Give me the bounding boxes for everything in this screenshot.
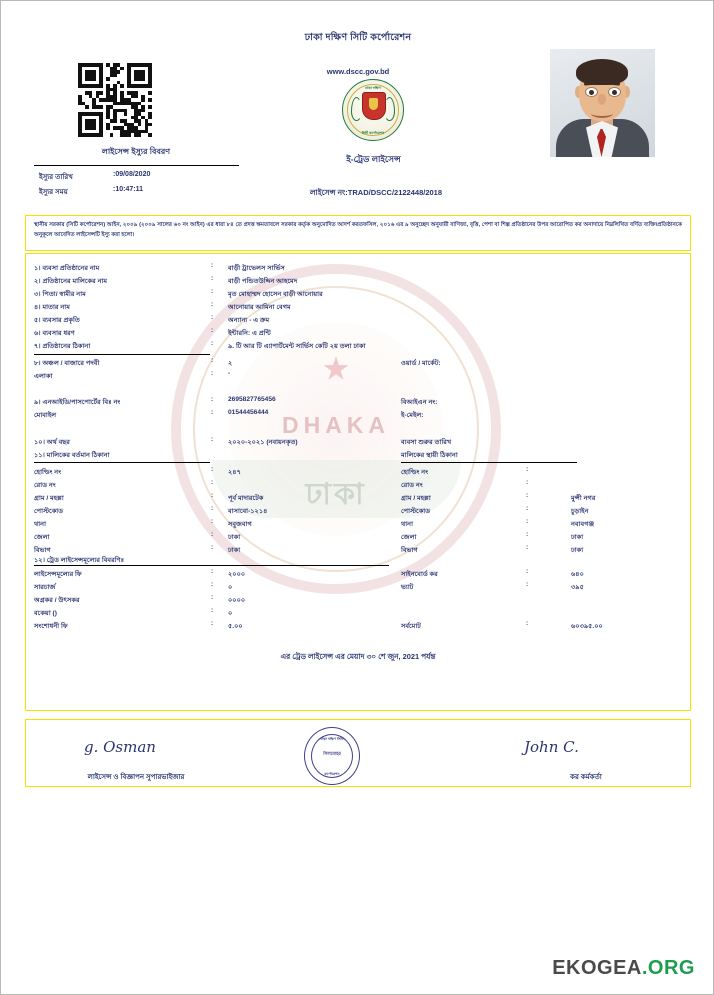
permanent-address-label-4: থানা	[401, 521, 414, 528]
permanent-address-colon-1: :	[526, 479, 529, 486]
issue-details-list	[39, 171, 249, 201]
present-address-label-2: গ্রাম / মহল্লা	[34, 495, 64, 502]
fee-label-4: সংশোধনী ফি	[34, 623, 68, 630]
fee-right-colon-4: :	[526, 620, 529, 627]
field-nid-colon: :	[211, 396, 214, 403]
permanent-address-value-2: মুন্সী নগর	[571, 495, 596, 502]
dhaka-watermark	[171, 264, 501, 594]
present-address-label-5: জেলা	[34, 534, 50, 541]
field-2-label: ২। প্রতিষ্ঠানের মালিকের নাম	[34, 278, 108, 285]
field-nid-label: ৯। এনআইডি/পাসপোর্টের বিঃ নং	[34, 399, 121, 406]
brand-main: EKOGEA	[552, 957, 642, 979]
official-stamp-icon	[304, 727, 360, 785]
issue-date-value: :09/08/2020	[113, 171, 151, 178]
field-5-value: অন্যান্য - এ ক্রম	[228, 317, 270, 324]
fee-value-4: ৫.০০	[228, 623, 243, 630]
present-address-value-4: সবুজবাগ	[228, 521, 252, 528]
present-address-colon-5: :	[211, 531, 214, 538]
issue-time-label: ইস্যুর সময়	[39, 189, 68, 196]
present-address-label-0: হোল্ডিং নং	[34, 469, 62, 476]
field-4-label: ৪। মাতার নাম	[34, 304, 70, 311]
permanent-address-colon-4: :	[526, 518, 529, 525]
tax-officer-signature: John C.	[524, 738, 579, 756]
present-address-label-6: বিভাগ	[34, 547, 51, 554]
field-7-value: ৯. টি আর টি এ্যাপার্টমেন্ট সার্ভিস কেটি ২য় তলা ঢাকা	[228, 343, 366, 350]
field-email-label: ই-মেইল:	[401, 412, 424, 419]
present-address-value-2: পূর্ব মাদারটেক	[228, 495, 264, 502]
fee-right-value-4: ৬০৩৯৫.০০	[571, 623, 603, 630]
present-address-value-6: ঢাকা	[228, 547, 241, 554]
field-3-label: ৩। পিতা/ স্বামীর নাম	[34, 291, 86, 298]
field-8-sub-value: -	[228, 370, 231, 377]
fee-colon-2: :	[211, 594, 214, 601]
photo-eye-left	[585, 87, 598, 97]
permanent-address-label-5: জেলা	[401, 534, 417, 541]
field-nid-value: 2695827765456	[228, 396, 276, 403]
field-8-value: ২	[228, 360, 233, 367]
permanent-address-value-3: চুড়াইন	[571, 508, 589, 515]
present-address-value-0: ২৪৭	[228, 469, 241, 476]
website-url: www.dscc.gov.bd	[326, 67, 390, 76]
field-fiscal-year-value: ২০২০-২০২১ (নবায়নকৃত)	[228, 439, 298, 446]
field-permanent-address-label: মালিকের স্থায়ী ঠিকানা	[401, 452, 458, 459]
fee-right-label-0: সাইনবোর্ড কর	[401, 571, 438, 578]
fee-right-value-1: ৩৯৫	[571, 584, 584, 591]
document-title: ই-ট্রেড লাইসেন্স	[346, 154, 401, 164]
present-address-colon-4: :	[211, 518, 214, 525]
fee-label-1: সারচার্জ	[34, 584, 56, 591]
stamp-top-text: ঢাকা দক্ষিণ সিটি	[320, 737, 344, 741]
photo-nose	[598, 94, 606, 105]
field-8-colon: :	[211, 357, 214, 364]
present-address-colon-6: :	[211, 544, 214, 551]
watermark-star-icon	[323, 356, 349, 382]
fee-label-0: লাইসেন্সমূল্যের ফি	[34, 571, 82, 578]
present-address-colon-3: :	[211, 505, 214, 512]
fee-right-colon-1: :	[526, 581, 529, 588]
permanent-address-value-5: ঢাকা	[571, 534, 584, 541]
field-2-colon: :	[211, 275, 214, 282]
field-4-value: আনোয়ার আমিনা বেগম	[228, 304, 291, 311]
emblem-bottom-text: সিটি কর্পোরেশন	[361, 131, 385, 135]
fee-label-3: বকেয়া ()	[34, 610, 57, 617]
license-details-box	[25, 253, 691, 711]
qr-code	[78, 63, 152, 137]
field-business-start-label: ব্যবসা শুরুর তারিখ	[401, 439, 452, 446]
emblem-shield	[362, 92, 386, 120]
field-6-colon: :	[211, 327, 214, 334]
validity-statement: এর ট্রেড লাইসেন্স এর মেয়াদ ৩০ শে জুন, 2021 পর্যন্ত	[280, 652, 436, 661]
present-address-label-3: পোস্টকোড	[34, 508, 64, 515]
fee-value-3: ০	[228, 610, 233, 617]
present-address-divider	[34, 462, 210, 463]
fee-value-0: ২০০০	[228, 571, 246, 578]
permanent-address-colon-6: :	[526, 544, 529, 551]
permanent-address-colon-0: :	[526, 466, 529, 473]
stamp-center-text: সিলমোহর	[323, 751, 341, 756]
site-watermark-brand	[552, 957, 695, 980]
field-8-sub-colon: :	[211, 370, 214, 377]
issue-time-row	[39, 186, 249, 198]
permanent-address-label-1: রোড নং	[401, 482, 423, 489]
fee-colon-3: :	[211, 607, 214, 614]
present-address-value-3: বাসাবো-১২১৪	[228, 508, 268, 515]
city-corporation-emblem-icon	[342, 79, 404, 141]
license-holder-photo	[550, 49, 655, 157]
fee-right-colon-0: :	[526, 568, 529, 575]
permanent-address-label-3: পোস্টকোড	[401, 508, 431, 515]
fee-label-2: অগ্রকর / উৎসকর	[34, 597, 80, 604]
field-6-value: ইন্টারনি: এ প্রন্টি	[228, 330, 271, 337]
permanent-address-label-2: গ্রাম / মহল্লা	[401, 495, 431, 502]
supervisor-label: লাইসেন্স ও বিজ্ঞাপন সুপারভাইজার	[87, 774, 185, 781]
present-address-label-4: থানা	[34, 521, 47, 528]
watermark-text-bn: ঢাকা	[305, 478, 367, 511]
fee-colon-4: :	[211, 620, 214, 627]
fee-right-label-1: ভ্যাট	[401, 584, 414, 591]
section-divider-1	[34, 354, 210, 355]
permanent-address-label-0: হোল্ডিং নং	[401, 469, 429, 476]
field-mobile-value: 01544456444	[228, 409, 269, 416]
supervisor-signature: g. Osman	[84, 738, 156, 756]
field-5-colon: :	[211, 314, 214, 321]
issue-time-value: :10:47:11	[113, 186, 143, 193]
license-number-value: TRAD/DSCC/2122448/2018	[347, 188, 443, 197]
legal-notice-box	[25, 215, 691, 251]
field-7-colon: :	[211, 340, 214, 347]
field-4-colon: :	[211, 301, 214, 308]
present-address-colon-1: :	[211, 479, 214, 486]
license-number-label: লাইসেন্স নং:	[309, 188, 348, 197]
tax-officer-label: কর কর্মকর্তা	[570, 774, 602, 781]
legal-notice-text: স্থানীয় সরকার (সিটি কর্পোরেশন) আইন, ২০০৯ (২০০৯ সালের ৬০ নং আইন) এর ধারা ৮৪ তে প্রদত্ত ক্ষমতাবলে সরকার কর্তৃক অনুমোদিত আদর্শ করতফসিল, ২০১৬ এর ৯ অনুচ্ছেদ অনুযায়ী বাণিজ্য, বৃত্তি, পেশা বা শিল্প প্রতিষ্ঠানের উপর আরোপিত কর অনাদায়ে নিম্নলিখিত বর্ণিত ব্যক্তি/প্রতিষ্ঠানকে অনুকূলে আবেদিত লাইসেন্সটি ইস্যু করা হলো।	[34, 222, 682, 238]
field-1-value: বাড়ী ট্রাভেলস সার্ভিস	[228, 265, 285, 272]
watermark-text-en: DHAKA	[281, 412, 391, 438]
field-1-colon: :	[211, 262, 214, 269]
field-2-value: বাড়ী পন্ডিতউদ্দিন আহমেদ	[228, 278, 298, 285]
fee-right-value-0: ৬৪০	[571, 571, 584, 578]
issue-date-row	[39, 171, 249, 183]
field-7-label: ৭। প্রতিষ্ঠানের ঠিকানা	[34, 343, 91, 350]
fee-colon-0: :	[211, 568, 214, 575]
permanent-address-colon-5: :	[526, 531, 529, 538]
permanent-address-value-4: নবাবগঞ্জ	[571, 521, 595, 528]
fees-section-label: ১২। ট্রেড লাইসেন্সমূল্যের বিবরণিঃ	[34, 557, 125, 564]
field-bin-label: বিআইএন নং:	[401, 399, 438, 406]
issue-date-label: ইস্যুর তারিখ	[39, 174, 73, 181]
fees-divider	[34, 565, 389, 566]
field-present-address-label: ১১। মালিকের বর্তমান ঠিকানা	[34, 452, 110, 459]
fee-right-label-4: সর্বমোট	[401, 623, 421, 630]
emblem-leaf-left	[351, 97, 362, 121]
permanent-address-divider	[401, 462, 577, 463]
field-8-right-label: ওয়ার্ড / মার্কেট:	[401, 360, 441, 367]
organization-title: ঢাকা দক্ষিণ সিটি কর্পোরেশন	[304, 32, 412, 43]
brand-suffix: .ORG	[641, 957, 695, 979]
photo-eye-right	[608, 87, 621, 97]
field-3-value: মৃত মোহাম্মদ হোসেন বাড়ী আনোয়ার	[228, 291, 323, 298]
permanent-address-colon-3: :	[526, 505, 529, 512]
field-mobile-colon: :	[211, 409, 214, 416]
present-address-label-1: রোড নং	[34, 482, 56, 489]
permanent-address-colon-2: :	[526, 492, 529, 499]
emblem-top-text: ঢাকা দক্ষিণ	[365, 85, 381, 90]
license-number	[251, 188, 501, 200]
fee-value-2: ০০০০	[228, 597, 246, 604]
field-6-label: ৬। ব্যবসার ধরণ	[34, 330, 75, 337]
field-5-label: ৫। ব্যবসার প্রকৃতি	[34, 317, 80, 324]
fee-colon-1: :	[211, 581, 214, 588]
field-1-label: ১। ব্যবসা প্রতিষ্ঠানের নাম	[34, 265, 100, 272]
field-3-colon: :	[211, 288, 214, 295]
stamp-bottom-text: কর্পোরেশন	[324, 772, 340, 776]
permanent-address-value-6: ঢাকা	[571, 547, 584, 554]
issue-details-title: লাইসেন্স ইস্যুর বিবরণ	[101, 147, 171, 156]
field-fiscal-year-label: ১০। অর্থ বছর	[34, 439, 70, 446]
field-8-label: ৮। অঞ্চল / বাজারে পদবী	[34, 360, 100, 367]
watermark-outer-ring	[171, 264, 501, 594]
photo-hair	[576, 59, 628, 85]
field-fiscal-year-colon: :	[211, 436, 214, 443]
field-8-sub-label: এলাকা	[34, 373, 53, 380]
present-address-colon-2: :	[211, 492, 214, 499]
field-mobile-label: মোবাইল	[34, 412, 57, 419]
present-address-colon-0: :	[211, 466, 214, 473]
present-address-value-5: ঢাকা	[228, 534, 241, 541]
issue-details-divider	[34, 165, 239, 166]
fee-value-1: ০	[228, 584, 233, 591]
photo-mouth	[591, 109, 613, 118]
permanent-address-label-6: বিভাগ	[401, 547, 418, 554]
